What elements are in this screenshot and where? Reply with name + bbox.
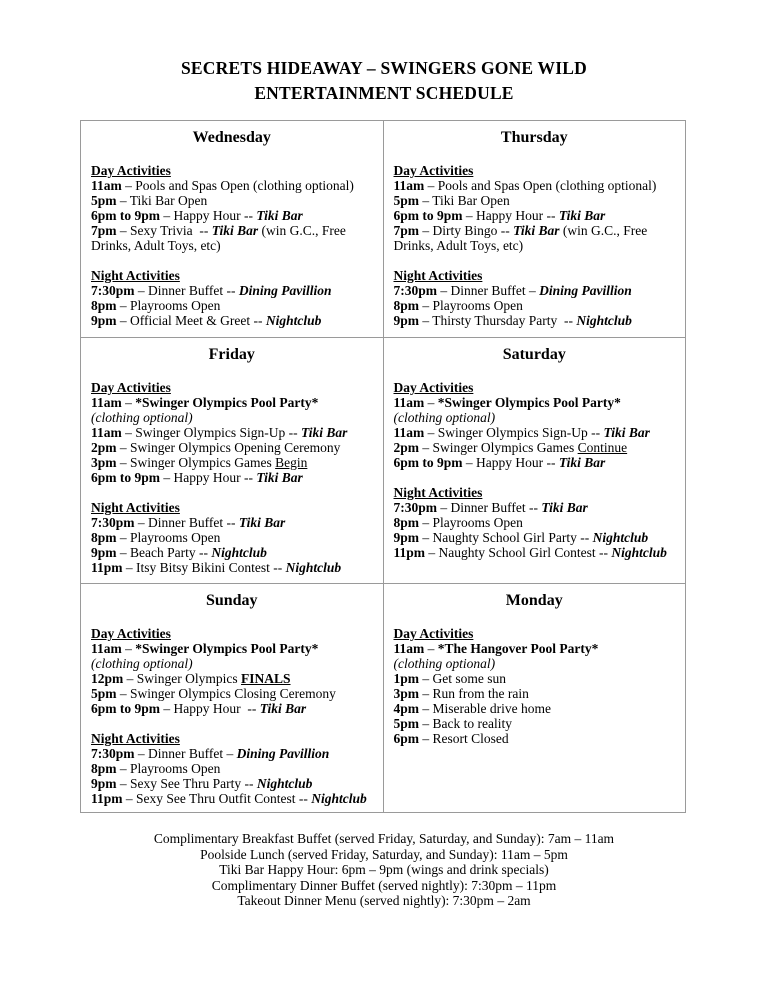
line-segment: Continue xyxy=(577,440,628,455)
line-segment: 11pm xyxy=(91,791,123,806)
line-segment: – Happy Hour -- xyxy=(462,455,559,470)
schedule-line xyxy=(91,178,373,193)
page-title-line2: ENTERTAINMENT SCHEDULE xyxy=(254,83,514,103)
line-segment: – Dinner Buffet – xyxy=(134,746,237,761)
day-cell-thursday xyxy=(383,120,686,337)
line-segment: 9pm xyxy=(91,776,117,791)
schedule-line xyxy=(91,410,373,425)
schedule-line xyxy=(394,298,676,313)
day-header: Monday xyxy=(505,592,563,609)
line-segment: – Swinger Olympics Opening Ceremony xyxy=(116,440,341,455)
line-segment: (clothing optional) xyxy=(91,410,193,425)
page-title xyxy=(0,0,768,106)
schedule-line xyxy=(394,671,676,686)
line-segment: 12pm xyxy=(91,671,124,686)
line-segment: 6pm to 9pm xyxy=(91,208,161,223)
schedule-line xyxy=(394,515,676,530)
section-heading: Night Activities xyxy=(393,485,483,500)
line-segment: 7pm xyxy=(91,223,117,238)
schedule-line xyxy=(394,193,676,208)
line-segment: – Playrooms Open xyxy=(419,298,523,313)
line-segment: (clothing optional) xyxy=(393,410,496,425)
line-segment: – Sexy See Thru Outfit Contest -- xyxy=(122,791,312,806)
schedule-line xyxy=(394,701,676,716)
line-segment: Tiki Bar xyxy=(301,425,348,440)
line-segment: 11am xyxy=(393,425,425,440)
line-segment: 5pm xyxy=(393,193,420,208)
section-heading: Day Activities xyxy=(393,163,474,178)
day-cell-friday xyxy=(80,337,383,583)
section-night-activities xyxy=(91,500,373,575)
schedule-line xyxy=(91,791,373,806)
line-segment: – Naughty School Girl Party -- xyxy=(419,530,593,545)
line-segment: – Swinger Olympics Sign-Up -- xyxy=(424,425,604,440)
line-segment: 11pm xyxy=(91,560,123,575)
page-title-line1: SECRETS HIDEAWAY – SWINGERS GONE WILD xyxy=(181,58,587,78)
line-segment: – Dinner Buffet – xyxy=(437,283,540,298)
section-night-activities xyxy=(394,485,676,560)
line-segment: – Swinger Olympics xyxy=(123,671,242,686)
line-segment: Nightclub xyxy=(611,545,667,560)
section-day-activities xyxy=(394,380,676,470)
line-segment: Dining Pavillion xyxy=(238,283,332,298)
line-segment: – Dinner Buffet -- xyxy=(437,500,542,515)
day-cell-wednesday xyxy=(80,120,383,337)
line-segment: Begin xyxy=(275,455,308,470)
schedule-line xyxy=(91,298,373,313)
line-segment: 1pm xyxy=(393,671,420,686)
line-segment: – Resort Closed xyxy=(419,731,509,746)
line-segment: Tiki Bar xyxy=(238,515,286,530)
schedule-line xyxy=(394,455,676,470)
line-segment: *Swinger Olympics Pool Party* xyxy=(135,395,319,410)
line-segment: – Playrooms Open xyxy=(419,515,523,530)
day-header: Sunday xyxy=(205,592,258,609)
schedule-line xyxy=(394,410,676,425)
line-segment: Tiki Bar xyxy=(256,470,303,485)
line-segment: 11am xyxy=(91,641,122,656)
schedule-line xyxy=(91,313,373,328)
line-segment: – xyxy=(121,395,136,410)
line-segment: FINALS xyxy=(241,671,291,686)
line-segment: 7pm xyxy=(393,223,420,238)
section-day-activities xyxy=(394,626,676,746)
line-segment: 9pm xyxy=(393,313,420,328)
schedule-line xyxy=(91,208,373,223)
line-segment: Nightclub xyxy=(265,313,322,328)
line-segment: Tiki Bar xyxy=(558,208,606,223)
line-segment: – Get some sun xyxy=(419,671,507,686)
schedule-line xyxy=(91,560,373,575)
section-heading: Day Activities xyxy=(393,626,474,641)
line-segment: 11am xyxy=(393,641,425,656)
footer-line: Complimentary Breakfast Buffet (served Friday, Saturday, and Sunday): 7am – 11am xyxy=(153,831,615,846)
day-cell-saturday xyxy=(383,337,686,583)
line-segment: 11am xyxy=(393,178,425,193)
schedule-line xyxy=(91,671,373,686)
line-segment: Tiki Bar xyxy=(211,223,259,238)
footer-line: Takeout Dinner Menu (served nightly): 7:30pm – 2am xyxy=(237,893,531,908)
line-segment: 9pm xyxy=(91,545,117,560)
schedule-line xyxy=(91,641,373,656)
line-segment: – Sexy See Thru Party -- xyxy=(116,776,257,791)
line-segment: – Tiki Bar Open xyxy=(116,193,208,208)
schedule-line xyxy=(394,208,676,223)
line-segment: Dining Pavillion xyxy=(539,283,632,298)
line-segment: 11am xyxy=(91,395,122,410)
line-segment: 5pm xyxy=(393,716,420,731)
section-heading: Day Activities xyxy=(393,380,474,395)
line-segment: – Swinger Olympics Closing Ceremony xyxy=(116,686,336,701)
schedule-line xyxy=(91,283,373,298)
section-heading: Night Activities xyxy=(393,268,483,283)
line-segment: Tiki Bar xyxy=(603,425,650,440)
schedule-line xyxy=(91,223,373,253)
line-segment: – Dinner Buffet -- xyxy=(134,283,239,298)
line-segment: 5pm xyxy=(91,686,117,701)
schedule-line xyxy=(394,686,676,701)
line-segment: – xyxy=(424,641,438,656)
line-segment: 11pm xyxy=(393,545,426,560)
schedule-line xyxy=(394,395,676,410)
schedule-line xyxy=(394,530,676,545)
footer-line: Complimentary Dinner Buffet (served nightly): 7:30pm – 11pm xyxy=(211,877,557,893)
day-cell-monday xyxy=(383,583,686,812)
footer-notes xyxy=(0,831,768,909)
schedule-line xyxy=(394,500,676,515)
line-segment: (win G.C., Free Drinks, Adult Toys, etc) xyxy=(393,223,651,253)
line-segment: Dining Pavillion xyxy=(236,746,330,761)
line-segment: 2pm xyxy=(91,440,117,455)
line-segment: 6pm to 9pm xyxy=(393,455,463,470)
line-segment: Tiki Bar xyxy=(541,500,588,515)
line-segment: 2pm xyxy=(393,440,420,455)
line-segment: – Run from the rain xyxy=(419,686,529,701)
schedule-line xyxy=(91,193,373,208)
line-segment: – Official Meet & Greet -- xyxy=(116,313,266,328)
schedule-line xyxy=(91,701,373,716)
line-segment: – Itsy Bitsy Bikini Contest -- xyxy=(122,560,286,575)
line-segment: 7:30pm xyxy=(91,746,135,761)
line-segment: Nightclub xyxy=(311,791,367,806)
schedule-line xyxy=(394,425,676,440)
line-segment: Nightclub xyxy=(211,545,267,560)
footer-line: Poolside Lunch (served Friday, Saturday, and Sunday): 11am – 5pm xyxy=(200,846,568,862)
section-heading: Night Activities xyxy=(91,500,180,515)
line-segment: 8pm xyxy=(393,298,420,313)
schedule-line xyxy=(394,440,676,455)
line-segment: (clothing optional) xyxy=(91,656,193,671)
line-segment: – Tiki Bar Open xyxy=(419,193,510,208)
day-cell-sunday xyxy=(80,583,383,812)
section-heading: Day Activities xyxy=(91,380,171,395)
line-segment: – Playrooms Open xyxy=(116,761,221,776)
line-segment: *Swinger Olympics Pool Party* xyxy=(437,395,621,410)
line-segment: (clothing optional) xyxy=(393,656,496,671)
schedule-line xyxy=(394,178,676,193)
line-segment: – Happy Hour -- xyxy=(160,701,260,716)
schedule-line xyxy=(91,746,373,761)
schedule-line xyxy=(394,545,676,560)
line-segment: – Dinner Buffet -- xyxy=(134,515,239,530)
line-segment: – Swinger Olympics Games xyxy=(419,440,578,455)
schedule-line xyxy=(91,440,373,455)
line-segment: Tiki Bar xyxy=(513,223,560,238)
section-heading: Day Activities xyxy=(91,626,171,641)
schedule-line xyxy=(91,776,373,791)
line-segment: 5pm xyxy=(91,193,117,208)
line-segment: Nightclub xyxy=(592,530,649,545)
line-segment: Nightclub xyxy=(285,560,342,575)
line-segment: 6pm to 9pm xyxy=(393,208,463,223)
line-segment: – Back to reality xyxy=(419,716,512,731)
line-segment: – Pools and Spas Open (clothing optional) xyxy=(424,178,657,193)
section-night-activities xyxy=(394,268,676,328)
schedule-line xyxy=(394,641,676,656)
line-segment: 9pm xyxy=(91,313,117,328)
line-segment: 11am xyxy=(91,178,122,193)
schedule-line xyxy=(394,283,676,298)
line-segment: Nightclub xyxy=(576,313,632,328)
line-segment: 6pm xyxy=(393,731,420,746)
line-segment: – Playrooms Open xyxy=(116,530,221,545)
line-segment: 6pm to 9pm xyxy=(91,701,161,716)
schedule-line xyxy=(394,716,676,731)
line-segment: – Miserable drive home xyxy=(419,701,551,716)
schedule-line xyxy=(91,515,373,530)
schedule-line xyxy=(394,656,676,671)
line-segment: Tiki Bar xyxy=(256,208,303,223)
schedule-line xyxy=(91,761,373,776)
schedule-line xyxy=(394,313,676,328)
section-night-activities xyxy=(91,731,373,806)
line-segment: 7:30pm xyxy=(91,515,135,530)
line-segment: 8pm xyxy=(91,761,117,776)
section-night-activities xyxy=(91,268,373,328)
line-segment: 11am xyxy=(91,425,122,440)
schedule-grid xyxy=(80,120,686,813)
line-segment: (win G.C., Free Drinks, Adult Toys, etc) xyxy=(91,223,350,253)
footer-line: Tiki Bar Happy Hour: 6pm – 9pm (wings and drink specials) xyxy=(219,862,549,877)
line-segment: *Swinger Olympics Pool Party* xyxy=(135,641,319,656)
line-segment: 11am xyxy=(393,395,425,410)
line-segment: – Happy Hour -- xyxy=(160,208,257,223)
line-segment: 9pm xyxy=(393,530,420,545)
line-segment: 4pm xyxy=(393,701,420,716)
line-segment: Tiki Bar xyxy=(259,701,307,716)
schedule-line xyxy=(91,470,373,485)
line-segment: – Naughty School Girl Contest -- xyxy=(425,545,612,560)
schedule-line xyxy=(91,530,373,545)
schedule-line xyxy=(91,656,373,671)
line-segment: 7:30pm xyxy=(393,500,437,515)
line-segment: – Sexy Trivia -- xyxy=(116,223,212,238)
schedule-line xyxy=(91,545,373,560)
section-day-activities xyxy=(91,163,373,253)
line-segment: 3pm xyxy=(393,686,420,701)
section-heading: Night Activities xyxy=(91,731,180,746)
section-day-activities xyxy=(394,163,676,253)
line-segment: 8pm xyxy=(91,298,117,313)
line-segment: – Swinger Olympics Games xyxy=(116,455,276,470)
schedule-line xyxy=(91,395,373,410)
line-segment: – Happy Hour -- xyxy=(462,208,559,223)
line-segment: – Thirsty Thursday Party -- xyxy=(419,313,577,328)
section-day-activities xyxy=(91,380,373,485)
line-segment: *The Hangover Pool Party* xyxy=(437,641,599,656)
line-segment: – Happy Hour -- xyxy=(160,470,257,485)
schedule-line xyxy=(91,455,373,470)
day-header: Friday xyxy=(208,346,255,363)
line-segment: 7:30pm xyxy=(91,283,135,298)
day-header: Thursday xyxy=(500,129,568,146)
line-segment: – Pools and Spas Open (clothing optional) xyxy=(121,178,354,193)
line-segment: 8pm xyxy=(91,530,117,545)
line-segment: Tiki Bar xyxy=(558,455,606,470)
line-segment: 8pm xyxy=(393,515,420,530)
schedule-line xyxy=(394,223,676,253)
line-segment: – Dirty Bingo -- xyxy=(419,223,514,238)
line-segment: 6pm to 9pm xyxy=(91,470,161,485)
line-segment: – Playrooms Open xyxy=(116,298,221,313)
line-segment: 7:30pm xyxy=(393,283,437,298)
schedule-line xyxy=(394,731,676,746)
section-day-activities xyxy=(91,626,373,716)
line-segment: – xyxy=(424,395,438,410)
line-segment: – Swinger Olympics Sign-Up -- xyxy=(121,425,302,440)
line-segment: – Beach Party -- xyxy=(116,545,212,560)
schedule-line xyxy=(91,425,373,440)
line-segment: 3pm xyxy=(91,455,117,470)
schedule-line xyxy=(91,686,373,701)
section-heading: Day Activities xyxy=(91,163,171,178)
line-segment: – xyxy=(121,641,136,656)
section-heading: Night Activities xyxy=(91,268,180,283)
line-segment: Nightclub xyxy=(256,776,313,791)
day-header: Saturday xyxy=(502,346,566,363)
day-header: Wednesday xyxy=(192,129,271,146)
